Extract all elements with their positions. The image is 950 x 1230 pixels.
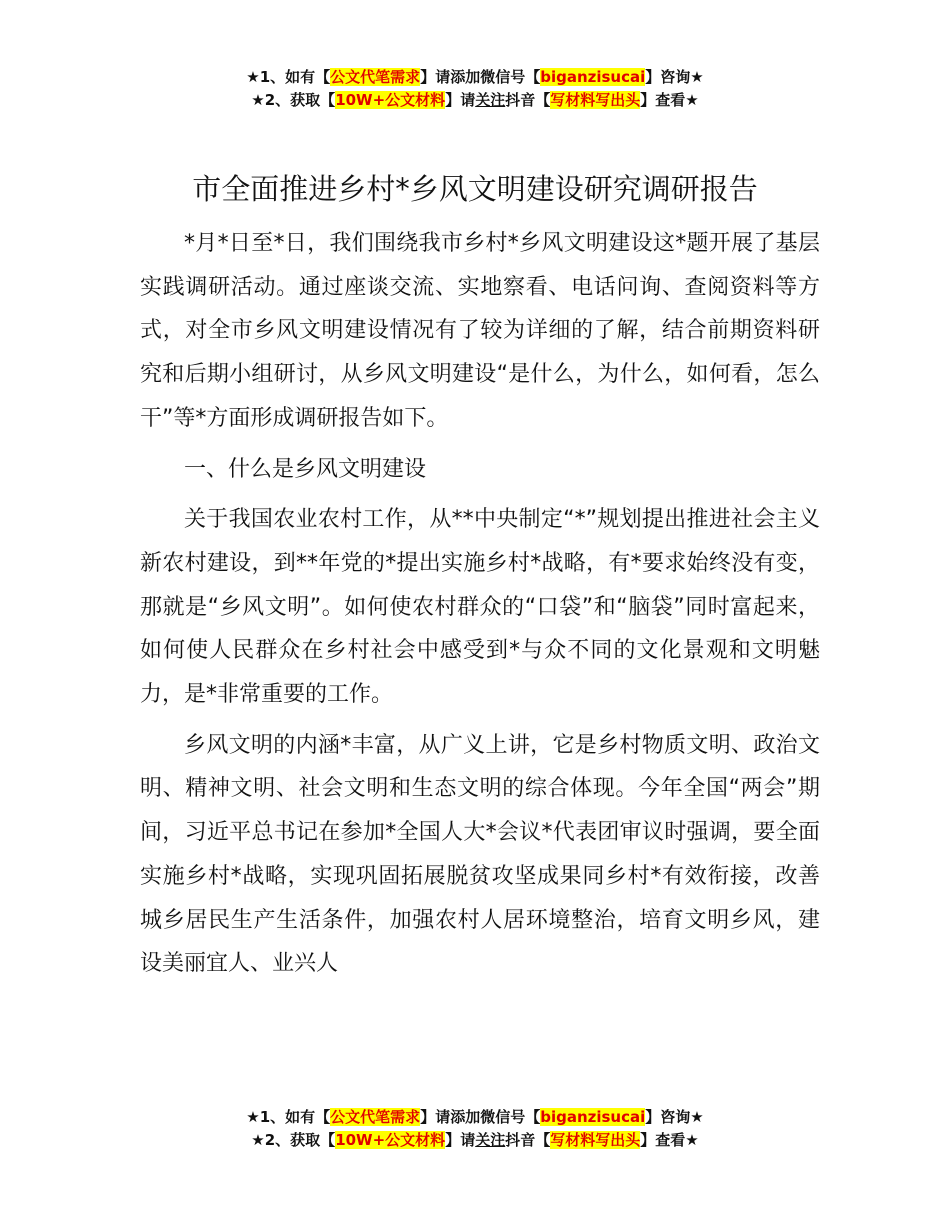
section-heading: 一、什么是乡风文明建设: [184, 456, 427, 482]
banner-text: ★2、获取【: [251, 91, 336, 109]
highlight-materials: 10W+公文材料: [335, 91, 446, 109]
highlight-douyin-account: 写材料写出头: [550, 1131, 641, 1149]
highlight-service: 公文代笔需求: [330, 68, 421, 86]
document-title: 市全面推进乡村*乡风文明建设研究调研报告: [192, 172, 758, 206]
banner-text: 】查看★: [640, 1131, 699, 1149]
paragraph-intro: *月*日至*日，我们围绕我市乡村*乡风文明建设这*题开展了基层实践调研活动。通过座谈交流、实地察看、电话问询、查阅资料等方式，对全市乡风文明建设情况有了较为详细的了解，结合前期资料研究和后期小组研讨，从乡风文明建设“是什么，为什么，如何看，怎么干”等*方面形成调研报告如下。: [140, 231, 820, 431]
underlined-follow: 关注: [475, 1131, 506, 1149]
banner-line-2: [0, 1129, 950, 1152]
document-body: [140, 222, 820, 993]
footer-banner: [0, 1106, 950, 1152]
banner-text: 】请: [445, 91, 476, 109]
banner-text: ★1、如有【: [246, 68, 331, 86]
banner-text: 】请添加微信号【: [420, 68, 541, 86]
header-banner: [0, 66, 950, 112]
paragraph: 关于我国农业农村工作，从**中央制定“*”规划提出推进社会主义新农村建设，到**年党的*提出实施乡村*战略，有*要求始终没有变，那就是“乡风文明”。如何使农村群众的“口袋”和“脑袋”同时富起来，如何使人民群众在乡村社会中感受到*与众不同的文化景观和文明魅力，是*非常重要的工作。: [140, 507, 821, 708]
highlight-service: 公文代笔需求: [330, 1108, 421, 1126]
underlined-follow: 关注: [475, 91, 506, 109]
banner-text: 抖音【: [505, 1131, 551, 1149]
banner-text: ★2、获取【: [251, 1131, 336, 1149]
banner-text: 】咨询★: [645, 1108, 704, 1126]
banner-text: 】请: [445, 1131, 476, 1149]
banner-line-1: [0, 1106, 950, 1129]
banner-text: 】咨询★: [645, 68, 704, 86]
highlight-douyin-account: 写材料写出头: [550, 91, 641, 109]
paragraph: 乡风文明的内涵*丰富，从广义上讲，它是乡村物质文明、政治文明、精神文明、社会文明和生态文明的综合体现。今年全国“两会”期间，习近平总书记在参加*全国人大*会议*代表团审议时强调，要全面实施乡村*战略，实现巩固拓展脱贫攻坚成果同乡村*有效衔接，改善城乡居民生产生活条件，加强农村人居环境整治，培育文明乡风，建设美丽宜人、业兴人: [140, 732, 820, 977]
banner-text: 抖音【: [505, 91, 551, 109]
highlight-wechat-id: biganzisucai: [540, 1108, 646, 1126]
banner-line-1: [0, 66, 950, 89]
highlight-materials: 10W+公文材料: [335, 1131, 446, 1149]
banner-text: ★1、如有【: [246, 1108, 331, 1126]
banner-line-2: [0, 89, 950, 112]
highlight-wechat-id: biganzisucai: [540, 68, 646, 86]
banner-text: 】查看★: [640, 91, 699, 109]
banner-text: 】请添加微信号【: [420, 1108, 541, 1126]
